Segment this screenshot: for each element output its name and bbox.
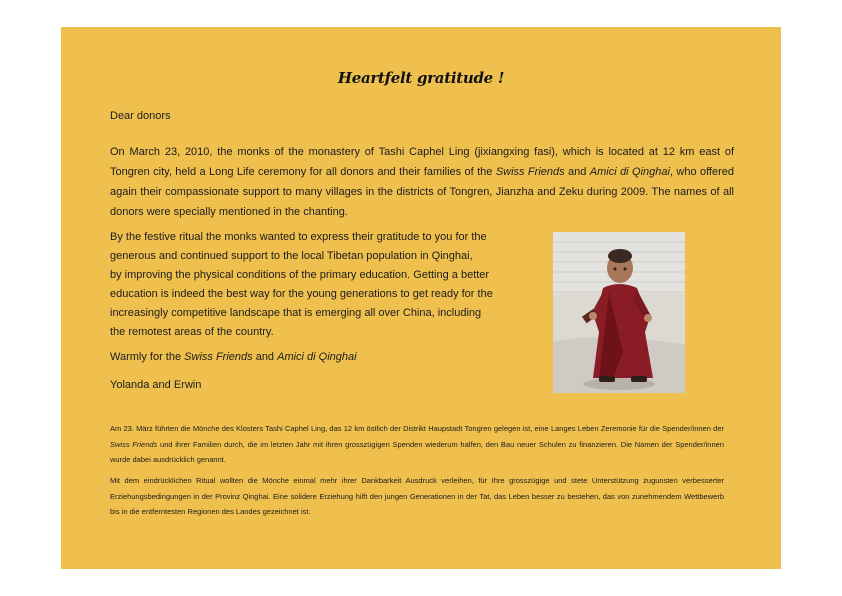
ritual-line: increasingly competitive landscape that is emerging all over China, including [110,307,482,319]
intro-text-1: On March 23, 2010, the monks of the monastery of Tashi Caphel Ling (jixiangxing fasi), which is located at 12 km east of Tongren city, held a Long Life ceremony for all donors and their families of the [110,146,734,178]
intro-and: and [564,166,590,178]
swiss-friends-name: Swiss Friends [184,351,253,363]
amici-name: Amici di Qinghai [277,351,357,363]
monk-child-image [553,232,685,393]
amici-name: Amici di Qinghai [589,166,670,178]
swiss-friends-name: Swiss Friends [110,439,158,449]
intro-text-2: , who offered again their compassionate support to many villages in the districts of Tongren, Jianzha and Zeku during 2009. The names of all donors were specially mentioned in the chanting. [110,166,735,218]
closing-prefix: Warmly for the [110,351,185,363]
closing-and: and [252,351,278,363]
german-paragraph-1 [110,421,724,468]
ritual-paragraph [110,228,528,342]
page-title: Heartfelt gratitude ! [337,69,505,87]
swiss-friends-name: Swiss Friends [495,166,565,178]
ritual-line: by improving the physical conditions of the primary education. Getting a better [110,269,490,281]
letter-card [61,27,781,569]
salutation: Dear donors [110,110,171,122]
ritual-line: the remotest areas of the country. [110,326,274,338]
ritual-line: education is indeed the best way for the young generations to get ready for the [110,288,493,300]
ritual-line: By the festive ritual the monks wanted to express their gratitude to you for the [110,231,487,243]
intro-paragraph [110,142,734,222]
german-text-1: Am 23. März führten die Mönche des Klosters Tashi Caphel Ling, das 12 km östlich der Distrikt Haupstadt Tongren gelegen ist, eine Langes Leben Zeremonie für die Spender/innen der [110,424,724,433]
signature: Yolanda and Erwin [110,379,202,391]
german-paragraph-2: Mit dem eindrücklichen Ritual wollten die Mönche einmal mehr ihrer Dankbarkeit Ausdruck verleihen, für Ihre grosszügige und stete Unterstützung zugunsten verbesserter Erziehungsbedingungen in der Provinz Qinghai. Eine solidere Erziehung hilft den jungen Generationen in der Tat, das Leben besser zu bestehen, das von zunehmendem Wettbewerb bis in die entferntesten Regionen des Landes gezeichnet ist. [110,476,724,516]
german-text-2: und ihrer Familien durch, die im letzten Jahr mit ihren grosszügigen Spenden wiederum halfen, den Bau neuer Schulen zu finanzieren. Die Namen der Spender/innen wurde dabei ausdrücklich genannt. [110,439,724,464]
monk-photo [553,232,685,393]
ritual-line: generous and continued support to the local Tibetan population in Qinghai, [110,250,473,262]
